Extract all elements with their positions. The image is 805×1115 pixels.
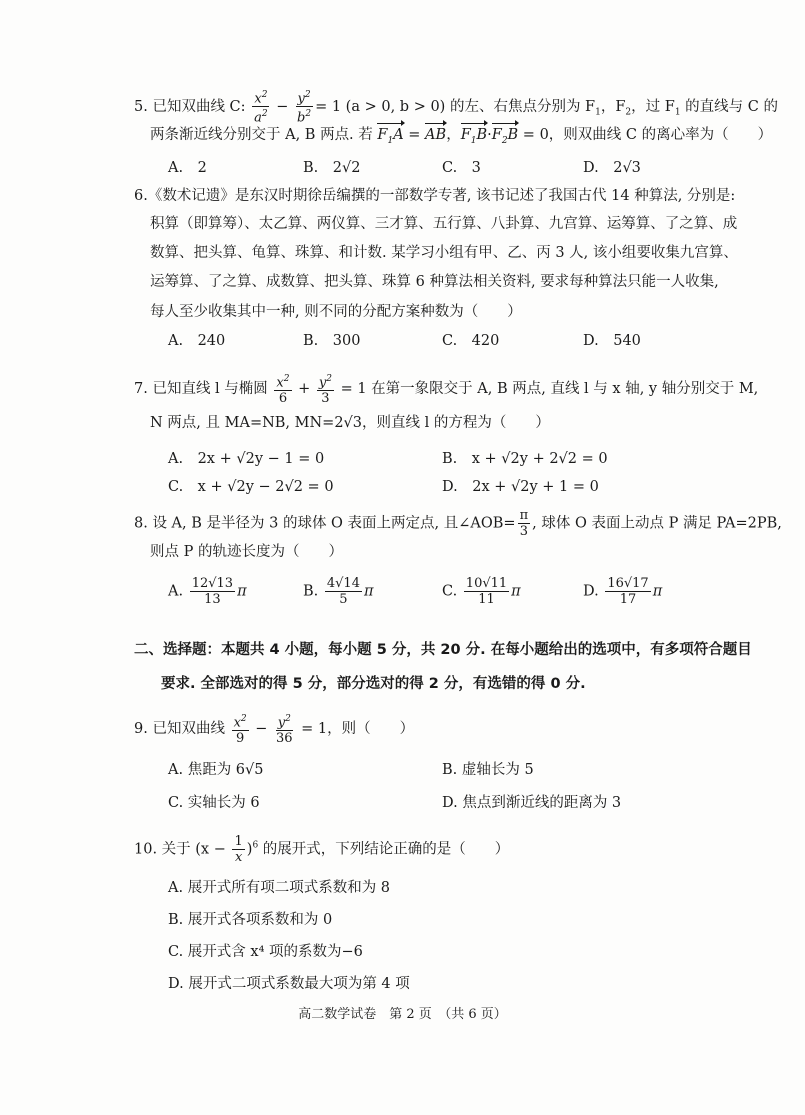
question-5-line-1: 5. 已知双曲线 C: $\frac{x^2}{a^2}$ − $\frac{y^2}{b^2}$ = 1 (a > 0, b > 0) 的左、右焦点分别为 $F_1$，$F_2$，过 $F_1$ 的直线与 C 的 (134, 90, 778, 126)
q7-option-d: D. 2x + √2y + 1 = 0 (442, 479, 599, 495)
vector-AB: AB (425, 127, 447, 143)
q7-fraction-x: $\frac{x^2}{6}$ (276, 374, 290, 407)
q8-option-a: A. $\frac{12√13}{13}$ π (168, 576, 247, 607)
q10-option-b: B. 展开式各项系数和为 0 (168, 912, 333, 928)
vector-F1A: $F_1A$ (377, 125, 403, 151)
q8-option-b: B. $\frac{4√14}{5}$ π (303, 576, 374, 607)
q9-option-c: C. 实轴长为 6 (168, 795, 260, 811)
section-2-heading-line-1: 二、选择题：本题共 4 小题，每小题 5 分，共 20 分. 在每小题给出的选项中，有多项符合题目 (134, 642, 752, 658)
q10-fraction: $\frac{1}{x}$ (234, 834, 243, 865)
question-6-line-1: 6.《数术记遗》是东汉时期徐岳编撰的一部数学专著, 该书记述了我国古代 14 种算法, 分别是: (134, 188, 736, 204)
question-8-line-2: 则点 P 的轨迹长度为（ ） (150, 544, 343, 560)
question-7-line-2: N 两点, 且 MA=NB, MN=2√3，则直线 l 的方程为（ ） (150, 415, 550, 431)
q7-option-a: A. 2x + √2y − 1 = 0 (168, 451, 325, 467)
q6-option-b: B. 300 (303, 333, 361, 349)
question-5-line-2: 两条渐近线分别交于 A, B 两点. 若 $F_1A$ = AB，$F_1B\cdot F_2B = 0$，则双曲线 C 的离心率为（ ） (150, 125, 772, 151)
q9-fraction-x: $\frac{x^2}{9}$ (233, 714, 247, 747)
question-8-line-1: 8. 设 A, B 是半径为 3 的球体 O 表面上两定点, 且∠AOB= $\frac{\pi}{3}$ , 球体 O 表面上动点 P 满足 PA=2PB, (134, 508, 782, 539)
vector-F1B: $F_1B$ (461, 125, 487, 151)
q9-option-b: B. 虚轴长为 5 (442, 762, 534, 778)
q9-option-a: A. 焦距为 6√5 (168, 762, 264, 778)
q6-option-c: C. 420 (442, 333, 500, 349)
section-2-heading-line-2: 要求. 全部选对的得 5 分，部分选对的得 2 分，有选错的得 0 分. (161, 676, 586, 692)
q5-prefix: 5. 已知双曲线 C: (134, 98, 251, 115)
question-7-line-1: 7. 已知直线 l 与椭圆 $\frac{x^2}{6}$ + $\frac{y^2}{3}$ = 1 在第一象限交于 A, B 两点, 直线 l 与 x 轴, y 轴分别交于 M, (134, 374, 759, 407)
q7-option-c: C. x + √2y − 2√2 = 0 (168, 479, 334, 495)
question-10-line-1: 10. 关于 (x − $\frac{1}{x}$ )$^6$ 的展开式，下列结论正确的是（ ） (134, 834, 510, 865)
q5-option-c: C. 3 (442, 160, 481, 176)
q5-option-d: D. 2√3 (583, 160, 641, 176)
page-footer: 高二数学试卷 第 2 页 （共 6 页） (298, 1007, 507, 1022)
question-6-line-4: 运筹算、了之算、成数算、把头算、珠算 6 种算法相关资料, 要求每种算法只能一人收集, (150, 274, 719, 290)
q8-option-d: D. $\frac{16√17}{17}$ π (583, 576, 663, 607)
q5-fraction-x: $\frac{x^2}{a^2}$ (254, 90, 268, 126)
q8-fraction-angle: $\frac{\pi}{3}$ (519, 508, 529, 539)
q7-fraction-y: $\frac{y^2}{3}$ (318, 374, 332, 407)
q6-option-a: A. 240 (168, 333, 226, 349)
question-9-line-1: 9. 已知双曲线 $\frac{x^2}{9}$ − $\frac{y^2}{36}$ = 1，则（ ） (134, 714, 415, 747)
q5-option-b: B. 2√2 (303, 160, 361, 176)
q10-option-a: A. 展开式所有项二项式系数和为 8 (168, 880, 391, 896)
q5-option-a: A. 2 (168, 160, 207, 176)
question-6-line-5: 每人至少收集其中一种, 则不同的分配方案种数为（ ） (150, 304, 522, 320)
q5-fraction-y: $\frac{y^2}{b^2}$ (297, 90, 312, 126)
question-6-line-3: 数算、把头算、龟算、珠算、和计数. 某学习小组有甲、乙、丙 3 人, 该小组要收集九宫算、 (150, 245, 738, 261)
q10-option-d: D. 展开式二项式系数最大项为第 4 项 (168, 976, 410, 992)
q9-fraction-y: $\frac{y^2}{36}$ (276, 714, 293, 747)
q7-option-b: B. x + √2y + 2√2 = 0 (442, 451, 608, 467)
q6-option-d: D. 540 (583, 333, 641, 349)
q9-option-d: D. 焦点到渐近线的距离为 3 (442, 795, 622, 811)
vector-F2B: $F_2B$ (492, 125, 518, 151)
q10-option-c: C. 展开式含 x⁴ 项的系数为−6 (168, 944, 363, 960)
q8-option-c: C. $\frac{10√11}{11}$ π (442, 576, 521, 607)
question-6-line-2: 积算（即算筹）、太乙算、两仪算、三才算、五行算、八卦算、九宫算、运筹算、了之算、成 (150, 216, 738, 232)
